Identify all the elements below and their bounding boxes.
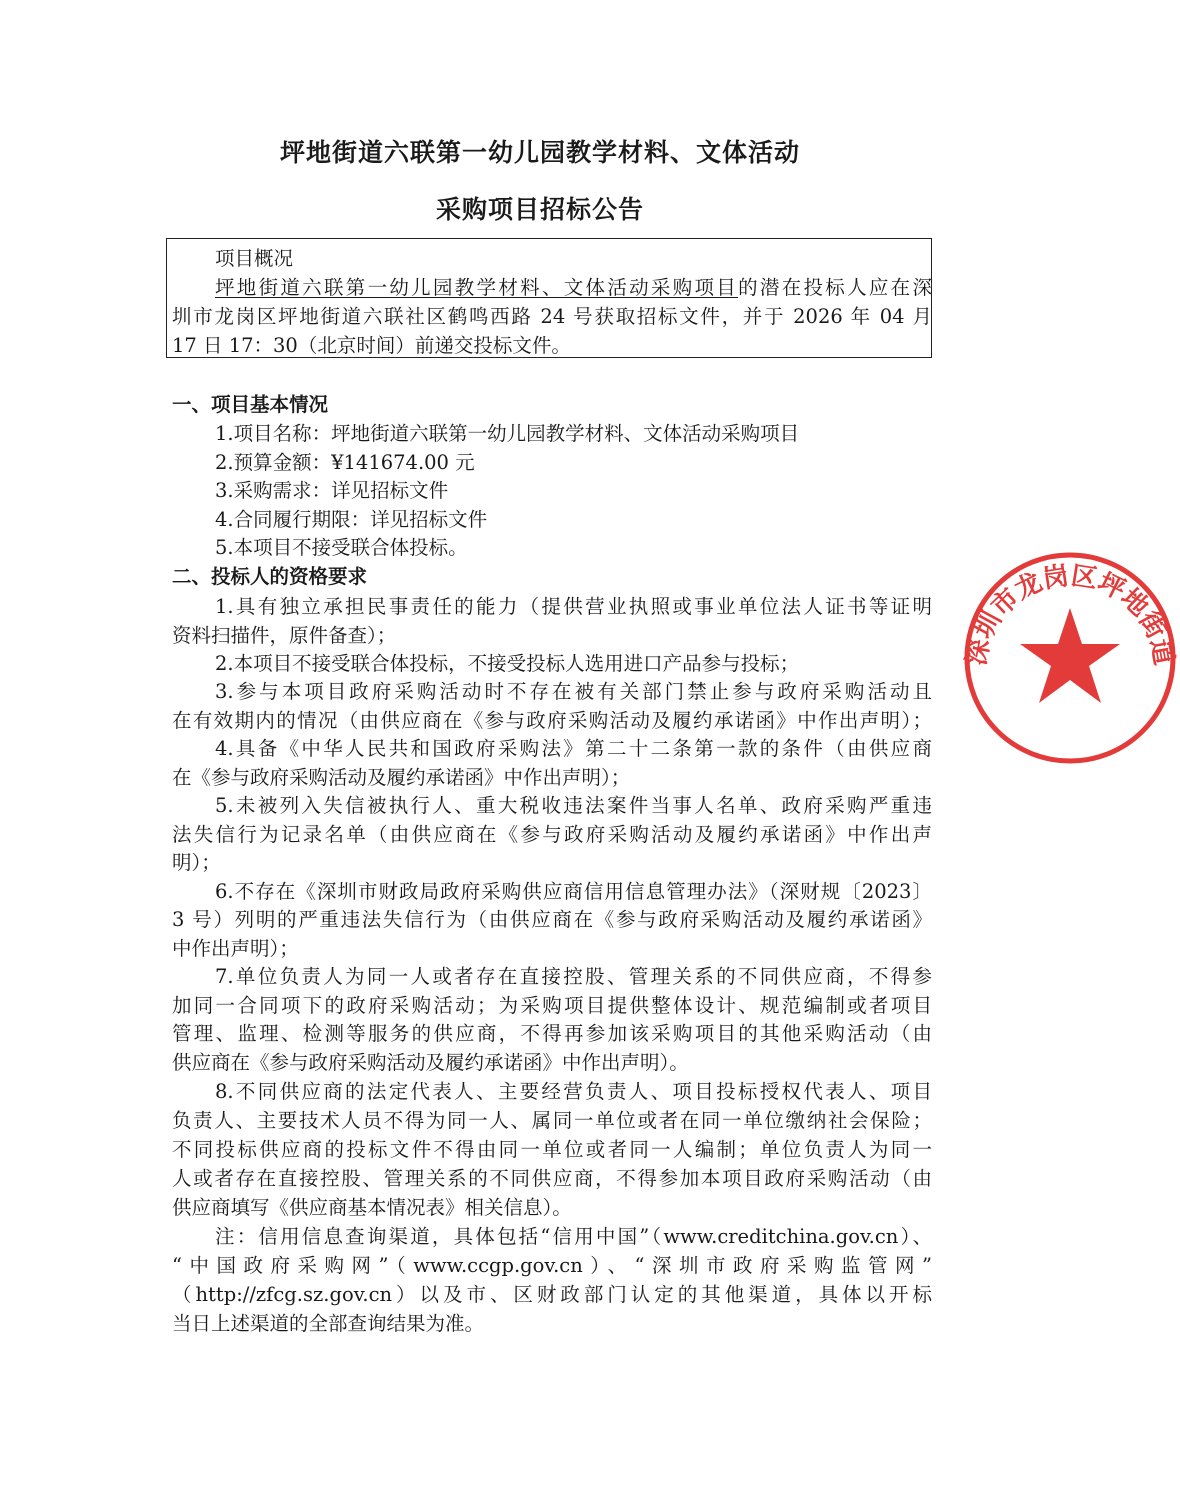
section-2-line: 在有效期内的情况（由供应商在《参与政府采购活动及履约承诺函》中作出声明）； bbox=[172, 709, 932, 732]
seal-graphic bbox=[960, 548, 1180, 768]
note-line: （http://zfcg.sz.gov.cn）以及市、区财政部门认定的其他渠道，具体以开标 bbox=[172, 1283, 932, 1306]
section-1-item: 5.本项目不接受联合体投标。 bbox=[215, 536, 468, 559]
note-line: “中国政府采购网”（www.ccgp.gov.cn）、“深圳市政府采购监管网” bbox=[172, 1254, 932, 1277]
section-2-line: 在《参与政府采购活动及履约承诺函》中作出声明）； bbox=[172, 766, 631, 789]
section-2-line: 3 号）列明的严重违法失信行为（由供应商在《参与政府采购活动及履约承诺函》 bbox=[172, 908, 932, 931]
document-title-line-2: 采购项目招标公告 bbox=[435, 195, 644, 224]
section-2-line: 6.不存在《深圳市财政局政府采购供应商信用信息管理办法》（深财规〔2023〕 bbox=[215, 880, 932, 903]
section-1-item: 2.预算金额：¥141674.00 元 bbox=[215, 451, 475, 474]
section-2-line: 5.未被列入失信被执行人、重大税收违法案件当事人名单、政府采购严重违 bbox=[215, 794, 932, 817]
section-1-item: 4.合同履行期限：详见招标文件 bbox=[215, 508, 488, 531]
overview-project-name: 坪地街道六联第一幼儿园教学材料、文体活动采购项目 bbox=[215, 276, 739, 299]
section-2-line: 不同投标供应商的投标文件不得由同一单位或者同一人编制；单位负责人为同一 bbox=[172, 1138, 932, 1161]
overview-line-2: 圳市龙岗区坪地街道六联社区鹤鸣西路 24 号获取招标文件，并于 2026 年 04 月 bbox=[172, 305, 932, 328]
section-2-heading: 二、投标人的资格要求 bbox=[172, 565, 368, 588]
official-seal bbox=[950, 548, 1179, 768]
section-2-line: 管理、监理、检测等服务的供应商，不得再参加该采购项目的其他采购活动（由 bbox=[172, 1022, 932, 1045]
section-2-line: 7.单位负责人为同一人或者存在直接控股、管理关系的不同供应商，不得参 bbox=[215, 965, 932, 988]
overview-line-1 bbox=[172, 273, 932, 302]
document-title-line-1: 坪地街道六联第一幼儿园教学材料、文体活动 bbox=[279, 138, 800, 167]
section-2-line: 4.具备《中华人民共和国政府采购法》第二十二条第一款的条件（由供应商 bbox=[215, 737, 932, 760]
section-2-line: 负责人、主要技术人员不得为同一人、属同一单位或者在同一单位缴纳社会保险； bbox=[172, 1109, 932, 1132]
note-line: 当日上述渠道的全部查询结果为准。 bbox=[172, 1312, 485, 1335]
section-2-line: 资料扫描件，原件备查）； bbox=[172, 624, 397, 647]
section-1-heading: 一、项目基本情况 bbox=[172, 393, 329, 416]
note-line: 注：信用信息查询渠道，具体包括“信用中国”（www.creditchina.gov.cn）、 bbox=[215, 1225, 932, 1248]
section-2-line: 1.具有独立承担民事责任的能力（提供营业执照或事业单位法人证书等证明 bbox=[215, 595, 932, 618]
section-2-line: 8.不同供应商的法定代表人、主要经营负责人、项目投标授权代表人、项目 bbox=[215, 1080, 932, 1103]
section-1-item: 3.采购需求：详见招标文件 bbox=[215, 479, 449, 502]
section-2-line: 3.参与本项目政府采购活动时不存在被有关部门禁止参与政府采购活动且 bbox=[215, 680, 932, 703]
section-2-line: 中作出声明）； bbox=[172, 937, 299, 960]
overview-label: 项目概况 bbox=[215, 247, 294, 270]
seal-star-icon bbox=[1020, 608, 1120, 703]
section-2-line: 法失信行为记录名单（由供应商在《参与政府采购活动及履约承诺函》中作出声 bbox=[172, 823, 932, 846]
section-2-line: 2.本项目不接受联合体投标，不接受投标人选用进口产品参与投标； bbox=[215, 652, 800, 675]
section-1-item: 1.项目名称：坪地街道六联第一幼儿园教学材料、文体活动采购项目 bbox=[215, 422, 800, 445]
section-2-line: 加同一合同项下的政府采购活动；为采购项目提供整体设计、规范编制或者项目 bbox=[172, 994, 932, 1017]
section-2-line: 明）； bbox=[172, 851, 221, 874]
seal-text: 深圳市龙岗区坪地街道 bbox=[961, 561, 1179, 668]
overview-line-3: 17 日 17：30（北京时间）前递交投标文件。 bbox=[172, 334, 571, 357]
overview-line-1-rest: 的潜在投标人应在深 bbox=[738, 276, 932, 299]
section-2-line: 人或者存在直接控股、管理关系的不同供应商，不得参加本项目政府采购活动（由 bbox=[172, 1167, 932, 1190]
section-2-line: 供应商在《参与政府采购活动及履约承诺函》中作出声明）。 bbox=[172, 1051, 689, 1074]
section-2-line: 供应商填写《供应商基本情况表》相关信息）。 bbox=[172, 1196, 572, 1219]
